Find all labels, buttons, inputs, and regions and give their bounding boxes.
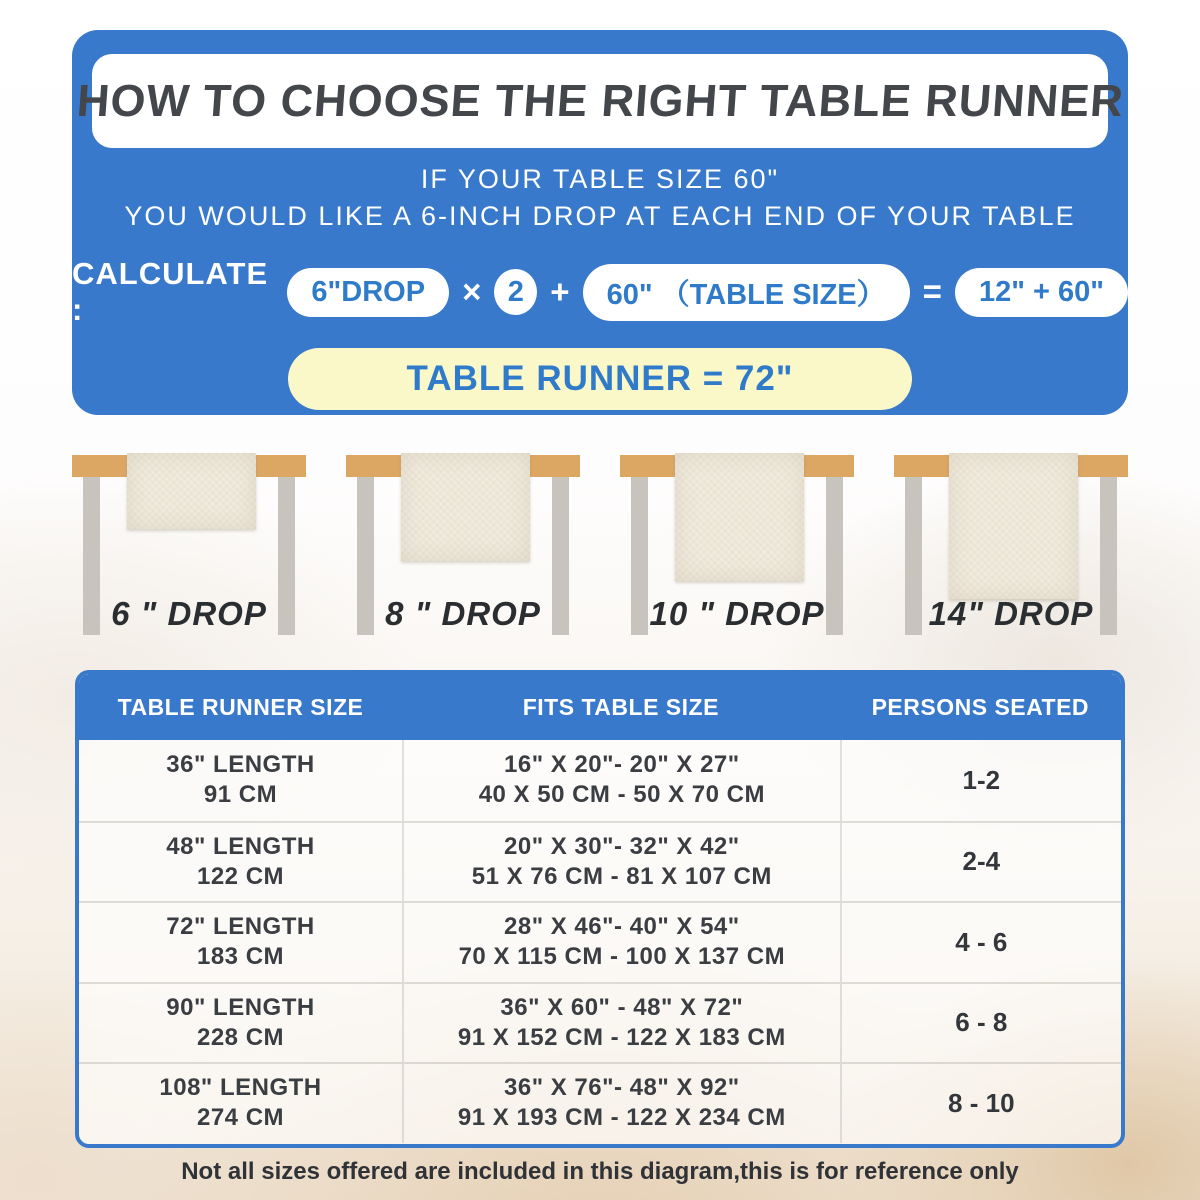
size-inches: 72" LENGTH [166, 913, 315, 941]
persons-value: 1-2 [962, 764, 1001, 795]
fits-cm: 70 X 115 CM - 100 X 137 CM [458, 943, 786, 971]
sum-pill: 12" + 60" [955, 268, 1128, 317]
drop-label: 14" DROP [928, 595, 1094, 632]
size-inches: 90" LENGTH [166, 993, 315, 1021]
column-header-fits-table: FITS TABLE SIZE [522, 693, 719, 720]
subtitle-line-1: IF YOUR TABLE SIZE 60" [420, 164, 780, 194]
size-cm: 228 CM [196, 1023, 285, 1051]
cell-fits-table [402, 984, 840, 1063]
fits-inches: 16" X 20"- 20" X 27" [504, 751, 740, 779]
plus-operator: + [550, 273, 570, 310]
size-cm: 183 CM [196, 943, 285, 971]
persons-value: 2-4 [962, 846, 1001, 877]
cell-persons [840, 903, 1121, 982]
runner-graphic [675, 453, 804, 581]
fits-cm: 91 X 193 CM - 122 X 234 CM [457, 1104, 786, 1132]
fits-inches: 20" X 30"- 32" X 42" [504, 832, 740, 860]
cell-persons [840, 823, 1121, 902]
multiplier-badge: 2 [494, 269, 537, 315]
cell-runner-size [79, 984, 402, 1063]
cell-persons [840, 1064, 1121, 1143]
drop-label: 10 " DROP [649, 595, 825, 632]
size-cm: 122 CM [196, 862, 285, 890]
cell-fits-table [402, 823, 840, 902]
table-row [79, 740, 1121, 821]
calculation-row [72, 256, 1128, 328]
table-row [79, 821, 1121, 902]
cell-persons [840, 984, 1121, 1063]
drop-value-pill: 6"DROP [287, 268, 449, 317]
fits-inches: 36" X 76"- 48" X 92" [504, 1074, 740, 1102]
size-cm: 274 CM [196, 1104, 285, 1132]
equals-operator: = [922, 273, 942, 310]
fits-cm: 51 X 76 CM - 81 X 107 CM [471, 862, 772, 890]
drop-figure-6 [72, 453, 306, 668]
persons-value: 6 - 8 [955, 1007, 1008, 1038]
cell-runner-size [79, 740, 402, 821]
cell-fits-table [402, 740, 840, 821]
cell-runner-size [79, 823, 402, 902]
drop-figure-14 [894, 453, 1128, 668]
drop-figure-10 [620, 453, 854, 668]
fits-inches: 28" X 46"- 40" X 54" [504, 913, 740, 941]
disclaimer-note: Not all sizes offered are included in this diagram,this is for reference only [181, 1158, 1019, 1185]
subtitle-line-2: YOU WOULD LIKE A 6-INCH DROP AT EACH END OF YOUR TABLE [124, 201, 1076, 231]
persons-value: 8 - 10 [948, 1087, 1015, 1118]
table-row [79, 982, 1121, 1063]
runner-graphic [949, 453, 1078, 599]
drop-label: 6 " DROP [111, 595, 267, 632]
multiply-operator: × [462, 273, 482, 310]
column-header-persons: PERSONS SEATED [871, 693, 1090, 720]
table-size-pill: 60" （TABLE SIZE） [583, 264, 910, 321]
table-row [79, 1062, 1121, 1143]
drop-label: 8 " DROP [385, 595, 541, 632]
persons-value: 4 - 6 [955, 926, 1008, 957]
cell-persons [840, 740, 1121, 821]
runner-graphic [401, 453, 530, 561]
result-pill [288, 348, 912, 410]
cell-fits-table [402, 1064, 840, 1143]
calculate-label: CALCULATE : [72, 256, 269, 327]
size-chart-table [75, 670, 1125, 1148]
table-body [79, 740, 1121, 1143]
cell-fits-table [402, 903, 840, 982]
fits-cm: 91 X 152 CM - 122 X 183 CM [457, 1023, 786, 1051]
size-inches: 108" LENGTH [159, 1074, 322, 1102]
cell-runner-size [79, 1064, 402, 1143]
fits-cm: 40 X 50 CM - 50 X 70 CM [478, 781, 765, 809]
drop-figures-row [72, 453, 1128, 668]
size-inches: 48" LENGTH [166, 832, 315, 860]
size-cm: 91 CM [203, 781, 278, 809]
fits-inches: 36" X 60" - 48" X 72" [500, 993, 744, 1021]
table-header-row [79, 674, 1121, 740]
runner-graphic [127, 453, 256, 529]
result-text: TABLE RUNNER = 72" [406, 359, 794, 398]
size-inches: 36" LENGTH [166, 751, 315, 779]
title-card [74, 54, 1126, 148]
table-row [79, 901, 1121, 982]
column-header-runner-size: TABLE RUNNER SIZE [117, 693, 364, 720]
cell-runner-size [79, 903, 402, 982]
drop-figure-8 [346, 453, 580, 668]
page-title: HOW TO CHOOSE THE RIGHT TABLE RUNNER [74, 75, 1126, 126]
hero-panel [72, 30, 1128, 415]
